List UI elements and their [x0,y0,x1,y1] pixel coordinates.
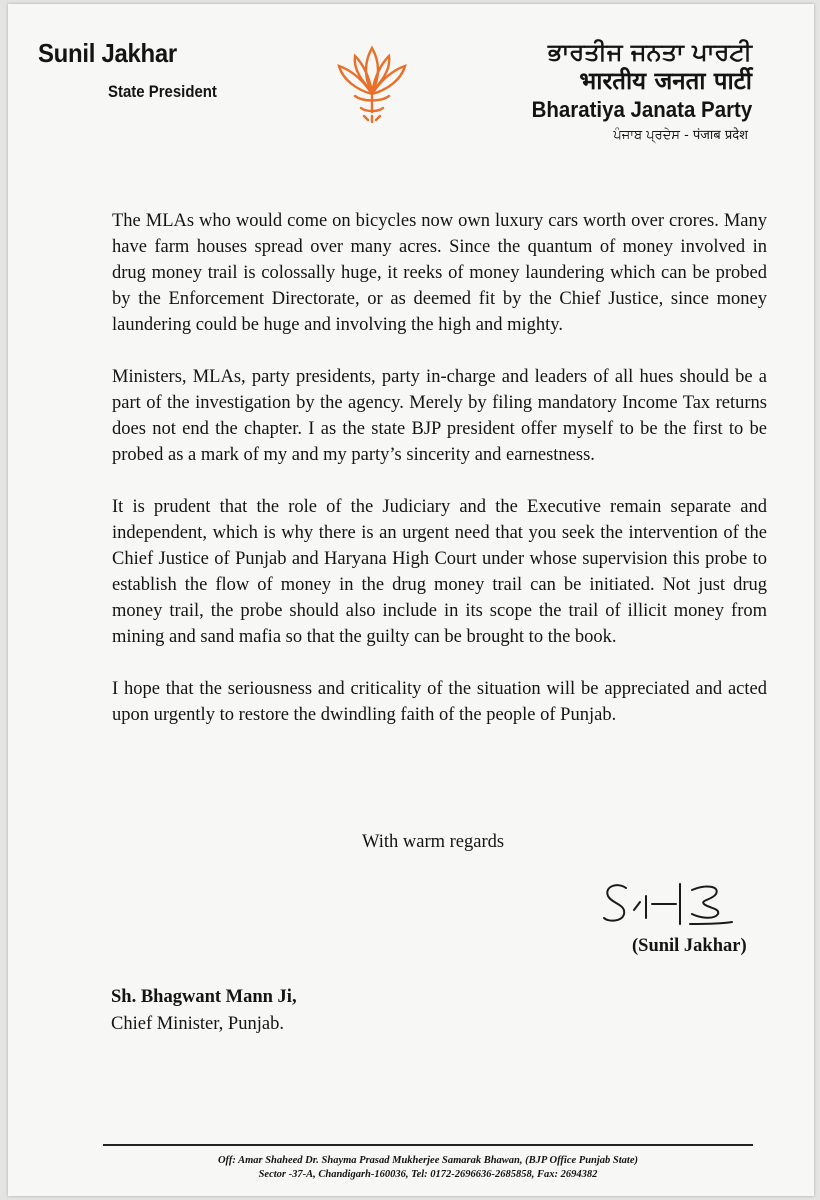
lotus-logo-icon [333,40,411,130]
party-name-punjabi: ਭਾਰਤੀਜ ਜਨਤਾ ਪਾਰਟੀ [547,38,752,66]
letter-body [112,208,767,754]
addressee-position: Chief Minister, Punjab. [111,1014,284,1034]
footer-address [108,1154,748,1182]
body-paragraph-2: Ministers, MLAs, party presidents, party in-charge and leaders of all hues should be a part of the investigation by the agency. Merely by filing mandatory Income Tax returns does not end the chapter. I as the state BJP president offer myself to be the first to be probed as a mark of my and my party’s sincerity and earnestness. [112,367,767,465]
handwritten-signature [596,874,766,938]
closing-salutation: With warm regards [362,832,505,852]
letterhead-name: Sunil Jakhar [38,38,177,68]
signer-name: (Sunil Jakhar) [632,936,747,956]
party-name-english: Bharatiya Janata Party [531,97,752,122]
party-name-block [515,38,752,148]
letterhead-title: State President [108,82,217,101]
body-paragraph-1: The MLAs who would come on bicycles now own luxury cars worth over crores. Many have farm houses spread over many acres. Since the quantum of money involved in drug money trail is colossally huge, it reeks of money laundering which can be probed by the Enforcement Directorate, or as deemed fit by the Chief Justice, since money laundering could be huge and involving the high and mighty. [112,211,767,335]
footer-divider [103,1144,753,1146]
addressee-block [111,984,297,1038]
body-paragraph-4: I hope that the seriousness and criticality of the situation will be appreciated and acted upon urgently to restore the dwindling faith of the people of Punjab. [112,679,767,725]
body-paragraph-3: It is prudent that the role of the Judiciary and the Executive remain separate and independent, which is why there is an urgent need that you seek the intervention of the Chief Justice of Punjab and Haryana High Court under whose supervision this probe to establish the flow of money in the drug money trail can be initiated. Not just drug money trail, the probe should also include in its scope the trail of illicit money from mining and sand mafia so that the guilty can be brought to the book. [112,497,767,647]
state-unit-line: ਪੰਜਾਬ ਪ੍ਰਦੇਸ - पंजाब प्रदेश [613,128,748,143]
footer-address-line-2: Sector -37-A, Chandigarh-160036, Tel: 0172-2696636-2685858, Fax: 2694382 [258,1169,598,1180]
party-name-hindi: भारतीय जनता पार्टी [579,67,752,95]
addressee-name: Sh. Bhagwant Mann Ji, [111,987,297,1007]
letter-page [8,4,814,1196]
footer-address-line-1: Off: Amar Shaheed Dr. Shayma Prasad Mukherjee Samarak Bhawan, (BJP Office Punjab State) [217,1155,639,1166]
